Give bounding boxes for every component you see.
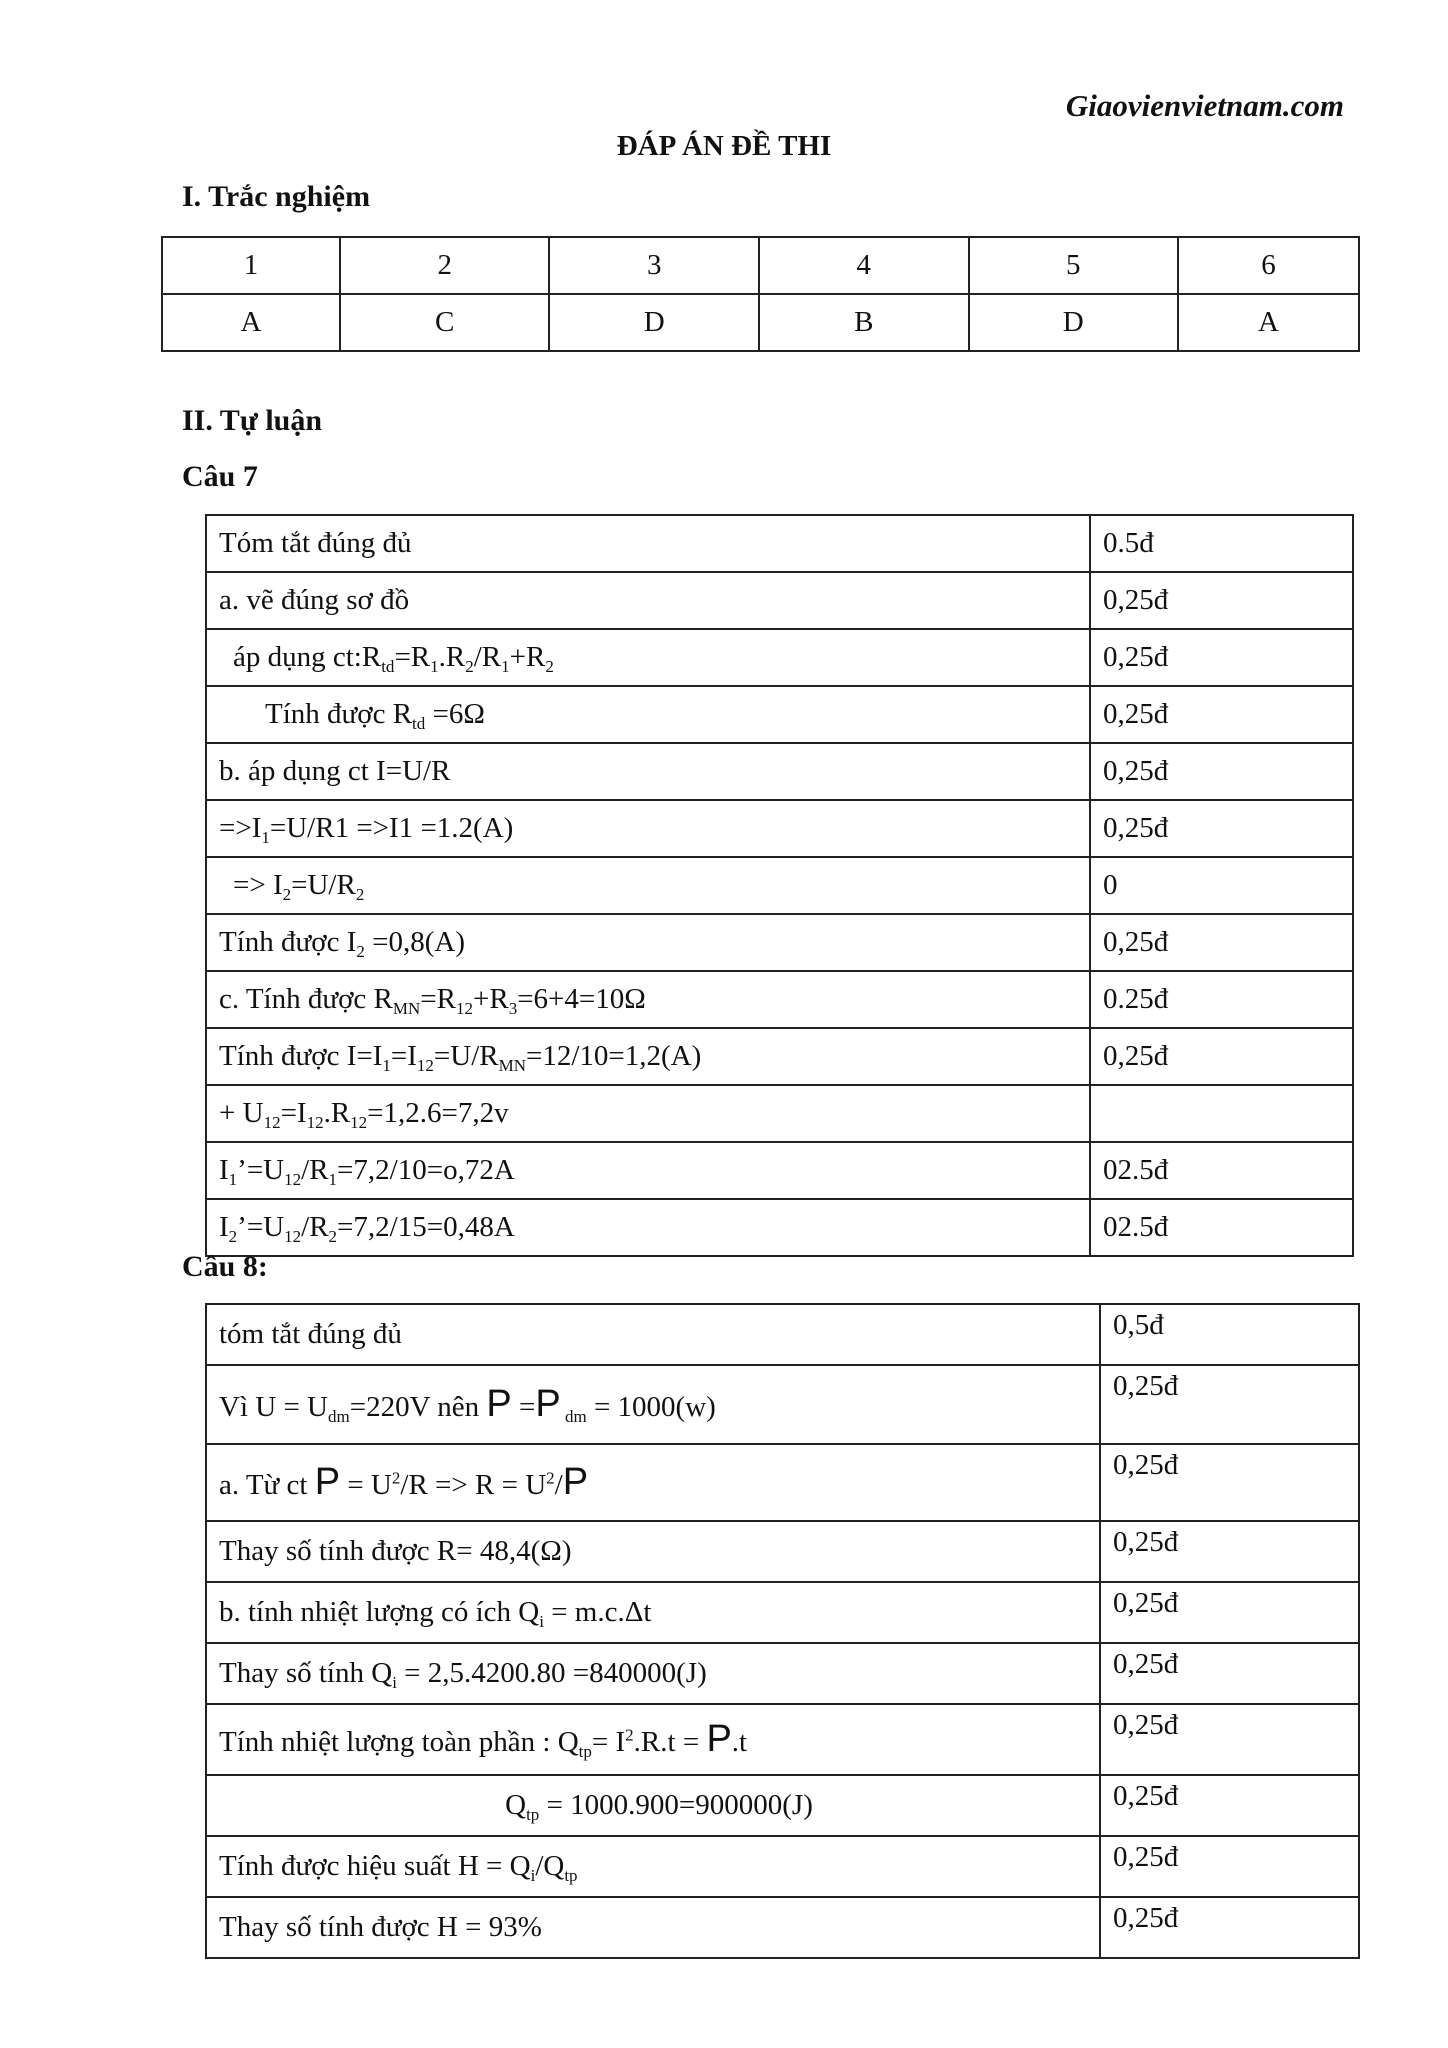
- mc-number-cell: 3: [549, 237, 759, 294]
- table-row: [206, 1028, 1353, 1085]
- mc-number-cell: 1: [162, 237, 340, 294]
- mc-number-cell: 5: [969, 237, 1179, 294]
- table-row: [206, 857, 1353, 914]
- q7-step-cell: b. áp dụng ct I=U/R: [206, 743, 1090, 800]
- q8-answer-table: [205, 1303, 1360, 1959]
- q7-score-cell: [1090, 1085, 1353, 1142]
- q8-score-cell: 0,25đ: [1100, 1582, 1359, 1643]
- q7-score-cell: 0,25đ: [1090, 629, 1353, 686]
- q8-score-cell: 0,25đ: [1100, 1444, 1359, 1521]
- table-row: [206, 1521, 1359, 1582]
- mc-number-cell: 4: [759, 237, 969, 294]
- q7-step-cell: => $I_2=U/R_2$: [206, 857, 1090, 914]
- q8-step-cell: Vì $U = U_{dm}=220V$ nên P =P $_{dm}$ = 1000(w): [206, 1365, 1100, 1444]
- table-row: [206, 572, 1353, 629]
- q8-score-cell: 0,25đ: [1100, 1365, 1359, 1444]
- multiple-choice-table: [161, 236, 1360, 352]
- q8-step-cell: tóm tắt đúng đủ: [206, 1304, 1100, 1365]
- q7-step-cell: a. vẽ đúng sơ đồ: [206, 572, 1090, 629]
- q8-score-cell: 0,25đ: [1100, 1897, 1359, 1958]
- table-row: [206, 800, 1353, 857]
- q8-score-cell: 0,5đ: [1100, 1304, 1359, 1365]
- q7-step-cell: $=>I_1=U/R1 =>I1 =1.2(A)$: [206, 800, 1090, 857]
- mc-number-cell: 2: [340, 237, 550, 294]
- page-title: ĐÁP ÁN ĐỀ THI: [616, 130, 832, 162]
- table-row: [206, 743, 1353, 800]
- q7-step-cell: Tính được $I_2 =0,8(A)$: [206, 914, 1090, 971]
- mc-answer-cell: B: [759, 294, 969, 351]
- q8-step-cell: a. Từ ct $P = U^2/R => R = U^2/P$: [206, 1444, 1100, 1521]
- q7-score-cell: 0,25đ: [1090, 914, 1353, 971]
- mc-answer-cell: D: [549, 294, 759, 351]
- q7-step-cell: c. Tính được $R_{MN}=R_{12}+R_3=6+4=10\Omega$: [206, 971, 1090, 1028]
- q8-step-cell: Thay số tính được H = 93%: [206, 1897, 1100, 1958]
- q7-score-cell: 02.5đ: [1090, 1199, 1353, 1256]
- q8-score-cell: 0,25đ: [1100, 1521, 1359, 1582]
- q7-step-cell: áp dụng $ct:R_{td}=R_1.R_2/R_1+R_2$: [206, 629, 1090, 686]
- section1-heading: I. Trắc nghiệm: [182, 180, 371, 213]
- q8-score-cell: 0,25đ: [1100, 1836, 1359, 1897]
- table-row: [206, 1643, 1359, 1704]
- mc-answer-cell: A: [1178, 294, 1359, 351]
- q7-score-cell: 0,25đ: [1090, 743, 1353, 800]
- q7-step-cell: $I_1’=U_{12}/R_1=7,2/10=o,72A$: [206, 1142, 1090, 1199]
- table-row: [206, 686, 1353, 743]
- q8-score-cell: 0,25đ: [1100, 1643, 1359, 1704]
- q7-answer-table: [205, 514, 1354, 1257]
- q7-step-cell: Tính được $R_{td} =6\Omega$: [206, 686, 1090, 743]
- q8-step-cell: Tính được hiệu suất $H = Q_i/Q_{tp}$: [206, 1836, 1100, 1897]
- mc-number-cell: 6: [1178, 237, 1359, 294]
- site-watermark: Giaovienvietnam.com: [1065, 88, 1344, 123]
- q8-step-cell: Tính nhiệt lượng toàn phần : $Q_{tp}= I^2.R.t = P.t$: [206, 1704, 1100, 1775]
- mc-number-row: [162, 237, 1359, 294]
- table-row: [206, 914, 1353, 971]
- q7-heading: Câu 7: [182, 460, 258, 493]
- table-row: [206, 1836, 1359, 1897]
- q7-score-cell: 0,25đ: [1090, 686, 1353, 743]
- q7-step-cell: + $U_{12}=I_{12}.R_{12}=1,2.6=7,2v$: [206, 1085, 1090, 1142]
- table-row: [206, 1199, 1353, 1256]
- q7-step-cell: Tóm tắt đúng đủ: [206, 515, 1090, 572]
- q7-score-cell: 02.5đ: [1090, 1142, 1353, 1199]
- q7-step-cell: Tính được $I=I_1=I_{12}=U/R_{MN}=12/10=1,2(A)$: [206, 1028, 1090, 1085]
- table-row: [206, 1775, 1359, 1836]
- table-row: [206, 971, 1353, 1028]
- section2-heading: II. Tự luận: [182, 404, 323, 437]
- q7-score-cell: 0,25đ: [1090, 572, 1353, 629]
- table-row: [206, 515, 1353, 572]
- table-row: [206, 1365, 1359, 1444]
- mc-answer-cell: D: [969, 294, 1179, 351]
- q8-step-cell: $Q_{tp} = 1000.900=900000(J)$: [206, 1775, 1100, 1836]
- table-row: [206, 1582, 1359, 1643]
- q7-score-cell: 0.25đ: [1090, 971, 1353, 1028]
- q7-score-cell: 0.5đ: [1090, 515, 1353, 572]
- mc-answer-cell: A: [162, 294, 340, 351]
- table-row: [206, 1142, 1353, 1199]
- table-row: [206, 629, 1353, 686]
- table-row: [206, 1444, 1359, 1521]
- q7-score-cell: 0,25đ: [1090, 1028, 1353, 1085]
- q8-heading: Câu 8:: [182, 1250, 268, 1283]
- mc-answer-cell: C: [340, 294, 550, 351]
- table-row: [206, 1304, 1359, 1365]
- table-row: [206, 1704, 1359, 1775]
- q7-score-cell: 0: [1090, 857, 1353, 914]
- q7-step-cell: $I_2’=U_{12}/R_2=7,2/15=0,48A$: [206, 1199, 1090, 1256]
- q8-score-cell: 0,25đ: [1100, 1775, 1359, 1836]
- table-row: [206, 1897, 1359, 1958]
- q8-step-cell: Thay số tính được R= 48,4(Ω): [206, 1521, 1100, 1582]
- mc-answer-row: [162, 294, 1359, 351]
- q8-step-cell: b. tính nhiệt lượng có ích $Q_i = m.c.\Delta t$: [206, 1582, 1100, 1643]
- q7-score-cell: 0,25đ: [1090, 800, 1353, 857]
- table-row: [206, 1085, 1353, 1142]
- q8-step-cell: Thay số tính $Q_i = 2,5.4200.80 =840000(J)$: [206, 1643, 1100, 1704]
- q8-score-cell: 0,25đ: [1100, 1704, 1359, 1775]
